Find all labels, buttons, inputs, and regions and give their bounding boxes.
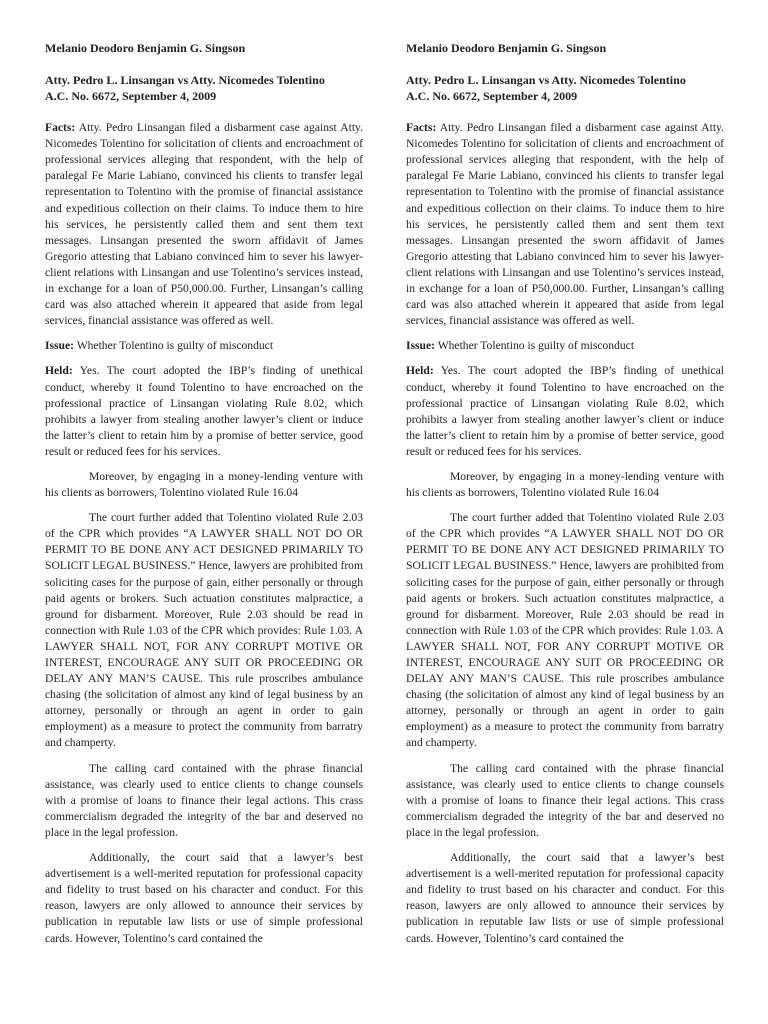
moreover-paragraph: Moreover, by engaging in a money-lending venture with his clients as borrowers, Tolentino violated Rule 16.04 <box>406 469 724 500</box>
court-paragraph: The court further added that Tolentino violated Rule 2.03 of the CPR which provides “A LAWYER SHALL NOT DO OR PERMIT TO BE DONE ANY ACT DESIGNED PRIMARILY TO SOLICIT LEGAL BUSINESS.” Hence, lawyers are prohibited from soliciting cases for the purpose of gain, either personally or through paid agents or brokers. Such actuation constitutes malpractice, a ground for disbarment. Moreover, Rule 2.03 should be read in connection with Rule 1.03 of the CPR which provides: Rule 1.03. A LAWYER SHALL NOT, FOR ANY CORRUPT MOTIVE OR INTEREST, ENCOURAGE ANY SUIT OR PROCEEDING OR DELAY ANY MAN’S CAUSE. This rule proscribes ambulance chasing (the solicitation of almost any kind of legal business by an attorney, personally or through an agent in order to gain employment) as a measure to protect the community from barratry and champerty. <box>45 511 363 750</box>
case-title: Atty. Pedro L. Linsangan vs Atty. Nicomedes Tolentino <box>45 73 325 88</box>
left-column <box>45 40 363 956</box>
held-paragraph <box>406 363 724 460</box>
issue-label: Issue: <box>45 339 74 353</box>
facts-text: Atty. Pedro Linsangan filed a disbarment case against Atty. Nicomedes Tolentino for solicitation of clients and encroachment of professional services alleging that respondent, with the help of paralegal Fe Marie Labiano, convinced his clients to transfer legal representation to Tolentino with the promise of financial assistance and expeditious collection on their claims. To induce them to hire his services, he persistently called them and sent them text messages. Linsangan presented the sworn affidavit of James Gregorio attesting that Labiano convinced him to sever his lawyer-client relations with Linsangan and use Tolentino’s services instead, in exchange for a loan of P50,000.00. Further, Linsangan’s calling card was also attached wherein it appeared that aside from legal services, financial assistance was offered as well. <box>406 121 724 328</box>
issue-paragraph <box>45 338 363 354</box>
case-reference: A.C. No. 6672, September 4, 2009 <box>45 89 217 104</box>
court-paragraph: The court further added that Tolentino violated Rule 2.03 of the CPR which provides “A LAWYER SHALL NOT DO OR PERMIT TO BE DONE ANY ACT DESIGNED PRIMARILY TO SOLICIT LEGAL BUSINESS.” Hence, lawyers are prohibited from soliciting cases for the purpose of gain, either personally or through paid agents or brokers. Such actuation constitutes malpractice, a ground for disbarment. Moreover, Rule 2.03 should be read in connection with Rule 1.03 of the CPR which provides: Rule 1.03. A LAWYER SHALL NOT, FOR ANY CORRUPT MOTIVE OR INTEREST, ENCOURAGE ANY SUIT OR PROCEEDING OR DELAY ANY MAN’S CAUSE. This rule proscribes ambulance chasing (the solicitation of almost any kind of legal business by an attorney, personally or through an agent in order to gain employment) as a measure to protect the community from barratry and champerty. <box>406 511 724 750</box>
facts-paragraph <box>45 120 363 329</box>
issue-text: Whether Tolentino is guilty of misconduct <box>74 339 274 353</box>
held-text: Yes. The court adopted the IBP’s finding of unethical conduct, whereby it found Tolentino to have encroached on the professional practice of Linsangan violating Rule 8.02, which prohibits a lawyer from stealing another lawyer’s client or induce the latter’s client to retain him by a promise of better service, good result or reduced fees for his services. <box>406 364 724 458</box>
calling-card-paragraph: The calling card contained with the phrase financial assistance, was clearly used to entice clients to change counsels with a promise of loans to finance their legal actions. This crass commercialism degraded the integrity of the bar and deserved no place in the legal profession. <box>406 761 724 839</box>
facts-paragraph <box>406 120 724 329</box>
case-reference: A.C. No. 6672, September 4, 2009 <box>406 89 578 104</box>
additionally-paragraph: Additionally, the court said that a lawyer’s best advertisement is a well-merited reputation for professional capacity and fidelity to trust based on his character and conduct. For this reason, lawyers are only allowed to announce their services by publication in reputable law lists or use of simple professional cards. However, Tolentino’s card contained the <box>45 851 363 945</box>
issue-label: Issue: <box>406 339 435 353</box>
issue-paragraph <box>406 338 724 354</box>
additionally-paragraph: Additionally, the court said that a lawyer’s best advertisement is a well-merited reputation for professional capacity and fidelity to trust based on his character and conduct. For this reason, lawyers are only allowed to announce their services by publication in reputable law lists or use of simple professional cards. However, Tolentino’s card contained the <box>406 851 724 945</box>
held-paragraph <box>45 363 363 460</box>
facts-label: Facts: <box>45 121 76 135</box>
right-column <box>406 40 724 956</box>
author-name: Melanio Deodoro Benjamin G. Singson <box>406 41 607 55</box>
case-heading <box>406 72 724 104</box>
bottom-fade <box>0 984 768 1024</box>
moreover-paragraph: Moreover, by engaging in a money-lending venture with his clients as borrowers, Tolentino violated Rule 16.04 <box>45 469 363 500</box>
facts-label: Facts: <box>406 121 437 135</box>
held-label: Held: <box>406 364 434 378</box>
case-heading <box>45 72 363 104</box>
case-title: Atty. Pedro L. Linsangan vs Atty. Nicomedes Tolentino <box>406 73 686 88</box>
held-label: Held: <box>45 364 73 378</box>
calling-card-paragraph: The calling card contained with the phrase financial assistance, was clearly used to entice clients to change counsels with a promise of loans to finance their legal actions. This crass commercialism degraded the integrity of the bar and deserved no place in the legal profession. <box>45 761 363 839</box>
facts-text: Atty. Pedro Linsangan filed a disbarment case against Atty. Nicomedes Tolentino for solicitation of clients and encroachment of professional services alleging that respondent, with the help of paralegal Fe Marie Labiano, convinced his clients to transfer legal representation to Tolentino with the promise of financial assistance and expeditious collection on their claims. To induce them to hire his services, he persistently called them and sent them text messages. Linsangan presented the sworn affidavit of James Gregorio attesting that Labiano convinced him to sever his lawyer-client relations with Linsangan and use Tolentino’s services instead, in exchange for a loan of P50,000.00. Further, Linsangan’s calling card was also attached wherein it appeared that aside from legal services, financial assistance was offered as well. <box>45 121 363 328</box>
issue-text: Whether Tolentino is guilty of misconduct <box>435 339 635 353</box>
author-name: Melanio Deodoro Benjamin G. Singson <box>45 41 246 55</box>
held-text: Yes. The court adopted the IBP’s finding of unethical conduct, whereby it found Tolentino to have encroached on the professional practice of Linsangan violating Rule 8.02, which prohibits a lawyer from stealing another lawyer’s client or induce the latter’s client to retain him by a promise of better service, good result or reduced fees for his services. <box>45 364 363 458</box>
